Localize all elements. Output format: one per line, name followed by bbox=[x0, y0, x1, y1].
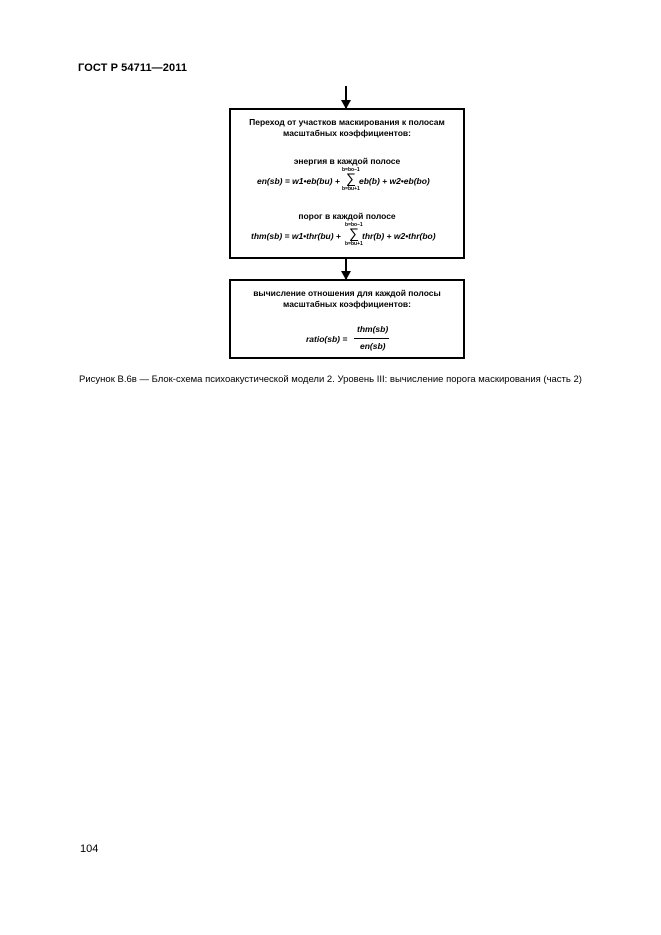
threshold-sum-upper-limit: b=bo–1 bbox=[345, 222, 363, 228]
threshold-sum-lower-limit: b=bu+1 bbox=[345, 241, 363, 247]
page-number: 104 bbox=[80, 843, 99, 855]
energy-formula-rhs: eb(b) + w2•eb(bo) bbox=[359, 176, 430, 186]
box2-title-line1: вычисление отношения для каждой полосы bbox=[253, 288, 441, 298]
energy-sum-upper-limit: b=bo–1 bbox=[342, 167, 360, 173]
flowchart-box-ratio bbox=[229, 279, 465, 359]
box1-title-line2: масштабных коэффициентов: bbox=[283, 128, 411, 138]
figure-caption: Рисунок В.6в — Блок-схема психоакустической модели 2. Уровень III: вычисление порога маскирования (часть 2) bbox=[79, 374, 582, 385]
energy-sum-lower-limit: b=bu+1 bbox=[342, 186, 360, 192]
ratio-fraction-bar bbox=[354, 338, 389, 339]
energy-sum-symbol: ∑ bbox=[346, 170, 356, 186]
ratio-formula-lhs: ratio(sb) = bbox=[306, 334, 348, 344]
threshold-formula-rhs: thr(b) + w2•thr(bo) bbox=[362, 231, 436, 241]
flow-arrow-in bbox=[345, 86, 347, 108]
flowchart-box-scalefactor-transition bbox=[229, 108, 465, 259]
energy-label: энергия в каждой полосе bbox=[293, 156, 401, 166]
threshold-label: порог в каждой полосе bbox=[298, 211, 396, 221]
threshold-formula-lhs: thm(sb) = w1•thr(bu) + bbox=[251, 231, 341, 241]
box1-title-line1: Переход от участков маскирования к полосам bbox=[249, 117, 445, 127]
ratio-numerator: thm(sb) bbox=[357, 324, 389, 334]
ratio-denominator: en(sb) bbox=[360, 341, 386, 351]
energy-formula-lhs: en(sb) = w1•eb(bu) + bbox=[257, 176, 340, 186]
flow-arrow-between-boxes bbox=[345, 259, 347, 279]
threshold-sum-symbol: ∑ bbox=[349, 225, 359, 241]
document-header: ГОСТ Р 54711—2011 bbox=[78, 62, 188, 74]
box2-title-line2: масштабных коэффициентов: bbox=[283, 299, 411, 309]
